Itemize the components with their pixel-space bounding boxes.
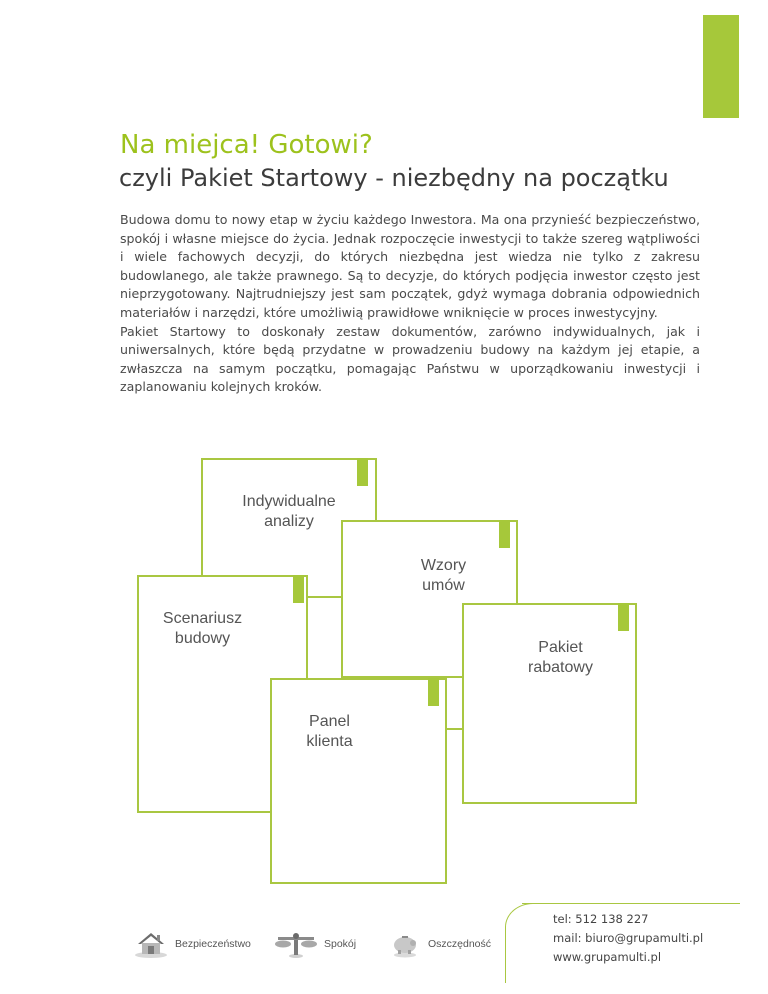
feature-label: Bezpieczeństwo xyxy=(175,938,251,950)
intro-text xyxy=(120,211,700,397)
contact-email[interactable]: mail: biuro@grupamulti.pl xyxy=(553,931,704,945)
card-label: Wzory umów xyxy=(420,557,467,594)
feature-savings xyxy=(390,928,491,960)
card-tab xyxy=(428,678,439,706)
intro-paragraph-1: Budowa domu to nowy etap w życiu każdego Inwestora. Ma ona przynieść bezpieczeństwo, spokój i własne miejsce do życia. Jednak rozpoczęcie inwestycji to także szereg wątpliwości i wiele fachowych decyzji, do których niezbędna jest wiedza nie tylko z zakresu budowlanego, ale także prawnego. Są to decyzje, do których podjęcia inwestor często jest nieprzygotowany. Najtrudniejszy jest sam początek, gdyż wymaga dobrania odpowiednich materiałów i narzędzi, które umożliwią prawidłowe wniknięcie w proces inwestycyjny. xyxy=(120,212,700,320)
accent-bar xyxy=(703,15,739,118)
card-label: Panel klienta xyxy=(306,713,353,750)
piggy-bank-icon xyxy=(390,929,420,959)
card-tab xyxy=(293,575,304,603)
balance-icon xyxy=(274,929,318,959)
intro-paragraph-2: Pakiet Startowy to doskonały zestaw dokumentów, zarówno indywidualnych, jak i uniwersalnych, które będą przydatne w prowadzeniu budowy na każdym jej etapie, a zwłaszcza na samym początku, pomagając Państwu w uporządkowaniu inwestycji i zaplanowaniu kolejnych kroków. xyxy=(120,323,700,395)
feature-label: Oszczędność xyxy=(428,938,492,950)
footer-divider-curve xyxy=(505,903,535,983)
card-discount-package xyxy=(462,603,637,804)
card-label: Pakiet rabatowy xyxy=(528,639,593,676)
feature-peace xyxy=(274,928,356,960)
contact-block xyxy=(553,910,703,967)
card-tab xyxy=(499,520,510,548)
contact-phone: tel: 512 138 227 xyxy=(553,912,649,926)
feature-security xyxy=(133,928,251,960)
card-label: Indywidualne analizy xyxy=(242,493,336,530)
feature-label: Spokój xyxy=(324,938,357,950)
house-icon xyxy=(133,929,169,959)
card-client-panel xyxy=(270,678,447,884)
card-tab xyxy=(357,458,368,486)
page-subtitle: czyli Pakiet Startowy - niezbędny na początku xyxy=(119,164,669,192)
card-tab xyxy=(618,603,629,631)
card-label: Scenariusz budowy xyxy=(162,610,243,647)
page-title: Na miejca! Gotowi? xyxy=(120,130,373,160)
footer-divider xyxy=(522,903,740,904)
contact-website[interactable]: www.grupamulti.pl xyxy=(553,950,662,964)
